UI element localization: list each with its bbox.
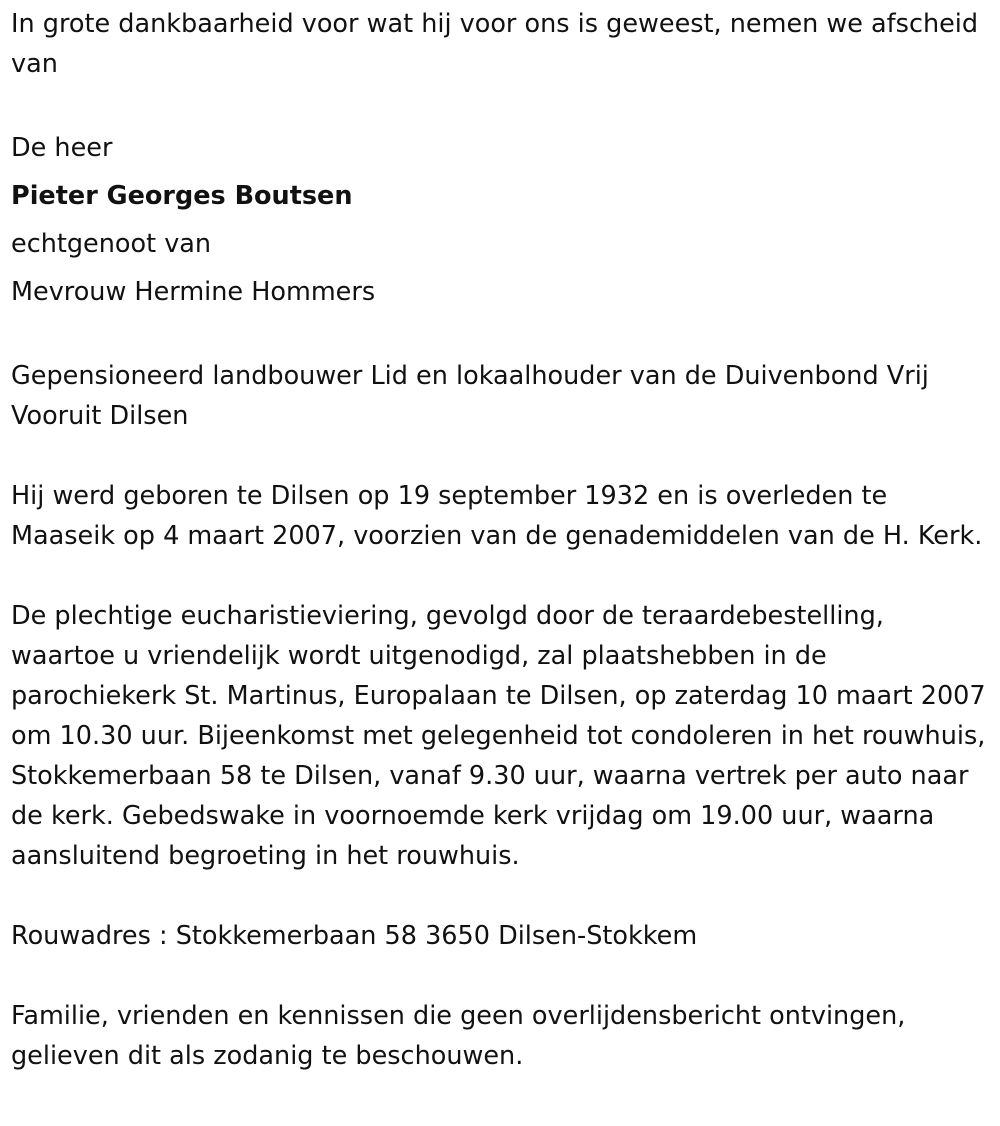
occupation-text: Gepensioneerd landbouwer Lid en lokaalhouder van de Duivenbond Vrij Vooruit Dilsen [11, 361, 929, 431]
spacer [11, 436, 990, 476]
spouse-name: Mevrouw Hermine Hommers [11, 277, 376, 307]
birth-death-text: Hij werd geboren te Dilsen op 19 september 1932 en is overleden te Maaseik op 4 maart 2007, voorzien van de genademiddelen van de H. Kerk. [11, 481, 983, 551]
intro-text: In grote dankbaarheid voor wat hij voor ons is geweest, nemen we afscheid van [11, 9, 979, 79]
spacer [11, 84, 990, 124]
spacer [11, 876, 990, 916]
mourning-address: Rouwadres : Stokkemerbaan 58 3650 Dilsen-Stokkem [11, 921, 698, 951]
deceased-name: Pieter Georges Boutsen [11, 181, 353, 211]
spacer [11, 556, 990, 596]
closing-text: Familie, vrienden en kennissen die geen overlijdensbericht ontvingen, gelieven dit als zodanig te beschouwen. [11, 1001, 906, 1071]
spacer [11, 316, 990, 356]
salutation: De heer [11, 133, 113, 163]
funeral-details-text: De plechtige eucharistieviering, gevolgd door de teraardebestelling, waartoe u vriendelijk wordt uitgenodigd, zal plaatshebben in de parochiekerk St. Martinus, Europalaan te Dilsen, op zaterdag 10 maart 2007 om 10.30 uur. Bijeenkomst met gelegenheid tot condoleren in het rouwhuis, Stokkemerbaan 58 te Dilsen, vanaf 9.30 uur, waarna vertrek per auto naar de kerk. Gebedswake in voornoemde kerk vrijdag om 19.00 uur, waarna aansluitend begroeting in het rouwhuis. [11, 601, 986, 871]
spouse-relation: echtgenoot van [11, 229, 212, 259]
spacer [11, 956, 990, 996]
